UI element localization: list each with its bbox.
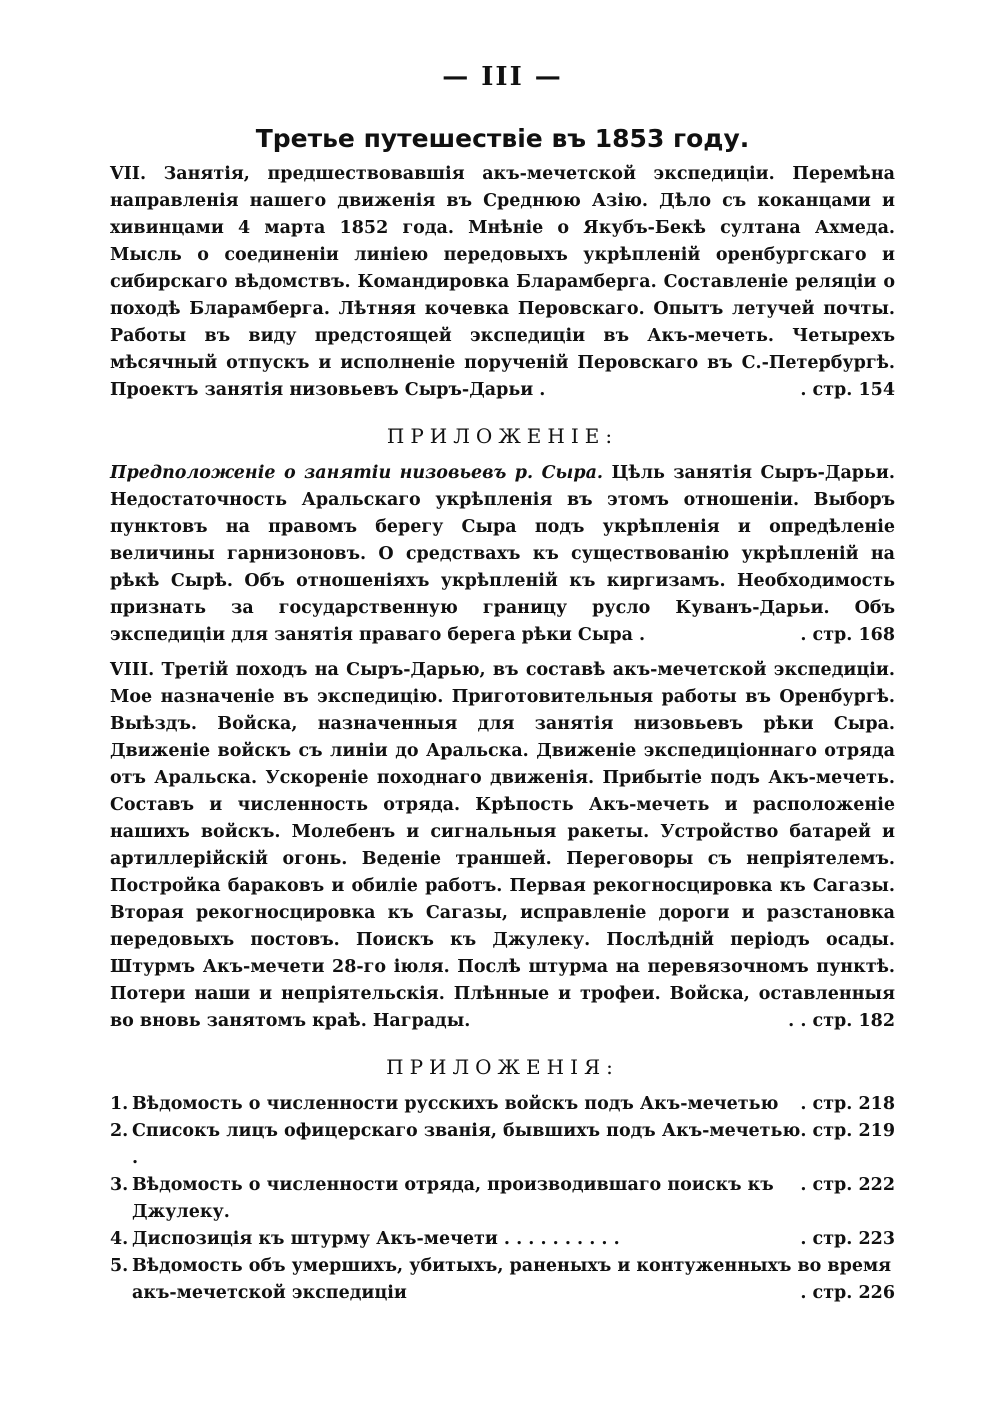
appendix-list [110,1091,895,1307]
list-item-text: Диспозиція къ штурму Акъ-мечети . . . . . . . . . . [132,1229,620,1249]
section-viii-lead: Третій походъ на Сыръ-Дарью, въ составѣ акъ-мечетской экспедиціи. [161,660,895,680]
section-viii [110,657,895,1035]
appendix-1-page: . стр. 168 [800,625,895,645]
section-vii-text: Занятія, предшествовавшія акъ-мечетской экспедиціи. Перемѣна направленія нашего движенія въ Среднюю Азію. Дѣло съ коканцами и хивинцами 4 марта 1852 года. Мнѣніе о Якубъ-Бекѣ султана Ахмеда. Мысль о соединеніи линіею передовыхъ укрѣпленій оренбургскаго и сибирскаго вѣдомствъ. Командировка Бларамберга. Составленіе реляціи о походѣ Бларамберга. Лѣтняя кочевка Перовскаго. Опытъ летучей почты. Работы въ виду предстоящей экспедиціи въ Акъ-мечеть. Четырехъ мѣсячный отпускъ и исполненіе порученій Перовскаго въ С.-Петербургѣ. Проектъ занятія низовьевъ Сыръ-Дарьи . [110,164,896,400]
list-item-text: Вѣдомость о численности отряда, производившаго поискъ къ Джулеку. [132,1175,774,1222]
list-item [110,1118,895,1172]
appendix-1-italic-lead: Предположеніе о занятіи низовьевъ р. Сыра. [110,463,604,483]
appendix-heading-2: ПРИЛОЖЕНІЯ: [386,1055,619,1079]
list-item [110,1253,895,1280]
list-item-text: Списокъ лицъ офицерскаго званія, бывшихъ подъ Акъ-мечетью . [132,1121,801,1168]
chapter-title: Третье путешествіе въ 1853 году. [255,124,750,153]
section-vii [110,161,895,404]
list-item-text: Вѣдомость о численности русскихъ войскъ подъ Акъ-мечетью [132,1094,779,1114]
page [110,62,895,1307]
appendix-1-text: Цѣль занятія Сыръ-Дарьи. Недостаточность Аральскаго укрѣпленія въ этомъ отношеніи. Выборъ пунктовъ на правомъ берегу Сыра подъ укрѣпленія и опредѣленіе величины гарнизоновъ. О средствахъ къ существованію укрѣпленій на рѣкѣ Сырѣ. Объ отношеніяхъ укрѣпленій къ киргизамъ. Необходимость признать за государственную границу русло Куванъ-Дарьи. Объ экспедиціи для занятія праваго берега рѣки Сыра . [110,463,895,645]
section-viii-number: VIII. [110,660,155,680]
list-item [110,1091,895,1118]
list-item-page: . стр. 223 [800,1229,895,1249]
list-item-page: . стр. 218 [800,1094,895,1114]
section-viii-page: . . стр. 182 [788,1011,895,1031]
list-item-number: 1. [110,1094,129,1114]
list-item-number: 2. [110,1121,129,1141]
page-number: — III — [442,62,563,92]
list-item-number: 4. [110,1229,129,1249]
list-item-text: Вѣдомость объ умершихъ, убитыхъ, раненыхъ и контуженныхъ во время [132,1256,892,1276]
appendix-heading-1: ПРИЛОЖЕНІЕ: [386,424,619,448]
section-viii-text: Мое назначеніе въ экспедицію. Приготовительныя работы въ Оренбургѣ. Выѣздъ. Войска, назначенныя для занятія низовьевъ рѣки Сыра. Движеніе войскъ съ линіи до Аральска. Движеніе экспедиціоннаго отряда отъ Аральска. Ускореніе походнаго движенія. Прибытіе подъ Акъ-мечеть. Составъ и численность отряда. Крѣпость Акъ-мечеть и расположеніе нашихъ войскъ. Молебенъ и сигнальныя ракеты. Устройство батарей и артиллерійскій огонь. Веденіе траншей. Переговоры съ непріятелемъ. Постройка бараковъ и обиліе работъ. Первая рекогносцировка къ Сагазы. Вторая рекогносцировка къ Сагазы, исправленіе дороги и разстановка передовыхъ постовъ. Поискъ къ Джулеку. Послѣдній періодъ осады. Штурмъ Акъ-мечети 28-го іюля. Послѣ штурма на перевязочномъ пунктѣ. Потери наши и непріятельскія. Плѣнные и трофеи. Войска, оставленныя во вновь занятомъ краѣ. Награды. [110,687,895,1031]
list-item-page: . стр. 226 [800,1283,895,1303]
appendix-1-paragraph [110,460,895,649]
list-item-continuation [110,1280,895,1307]
section-vii-page: . стр. 154 [800,380,895,400]
list-item-number: 5. [110,1256,129,1276]
list-item-page: . стр. 219 [800,1121,895,1141]
list-item-continuation-text: акъ-мечетской экспедиціи [132,1283,407,1303]
list-item [110,1172,895,1226]
section-vii-number: VII. [110,164,147,184]
list-item-number: 3. [110,1175,129,1195]
list-item [110,1226,895,1253]
list-item-page: . стр. 222 [800,1175,895,1195]
